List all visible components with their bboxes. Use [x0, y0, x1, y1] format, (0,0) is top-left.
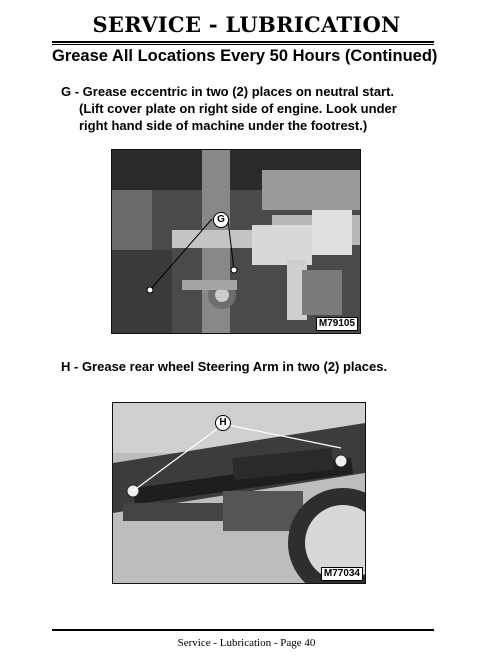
instruction-h: H - Grease rear wheel Steering Arm in two (2) places. — [61, 359, 388, 374]
instruction-g-line2: (Lift cover plate on right side of engine. Look under — [79, 101, 397, 116]
figure-g-callout: G — [213, 212, 229, 228]
title-rule-thin — [52, 44, 434, 45]
footer-rule — [52, 629, 434, 631]
figure-h-photo — [112, 402, 366, 584]
instruction-g-line3: right hand side of machine under the footrest.) — [79, 118, 368, 133]
title-rule — [52, 41, 434, 43]
figure-h-number: M77034 — [321, 567, 363, 581]
figure-g-illustration — [112, 150, 360, 333]
instruction-g-line1: G - Grease eccentric in two (2) places on neutral start. — [61, 84, 395, 99]
figure-h-illustration — [113, 403, 365, 583]
figure-g-photo — [111, 149, 361, 334]
page-title: SERVICE - LUBRICATION — [92, 12, 401, 37]
figure-h-callout: H — [215, 415, 231, 431]
section-heading: Grease All Locations Every 50 Hours (Continued) — [52, 47, 438, 65]
figure-g-number: M79105 — [316, 317, 358, 331]
page-footer: Service - Lubrication - Page 40 — [177, 637, 316, 649]
